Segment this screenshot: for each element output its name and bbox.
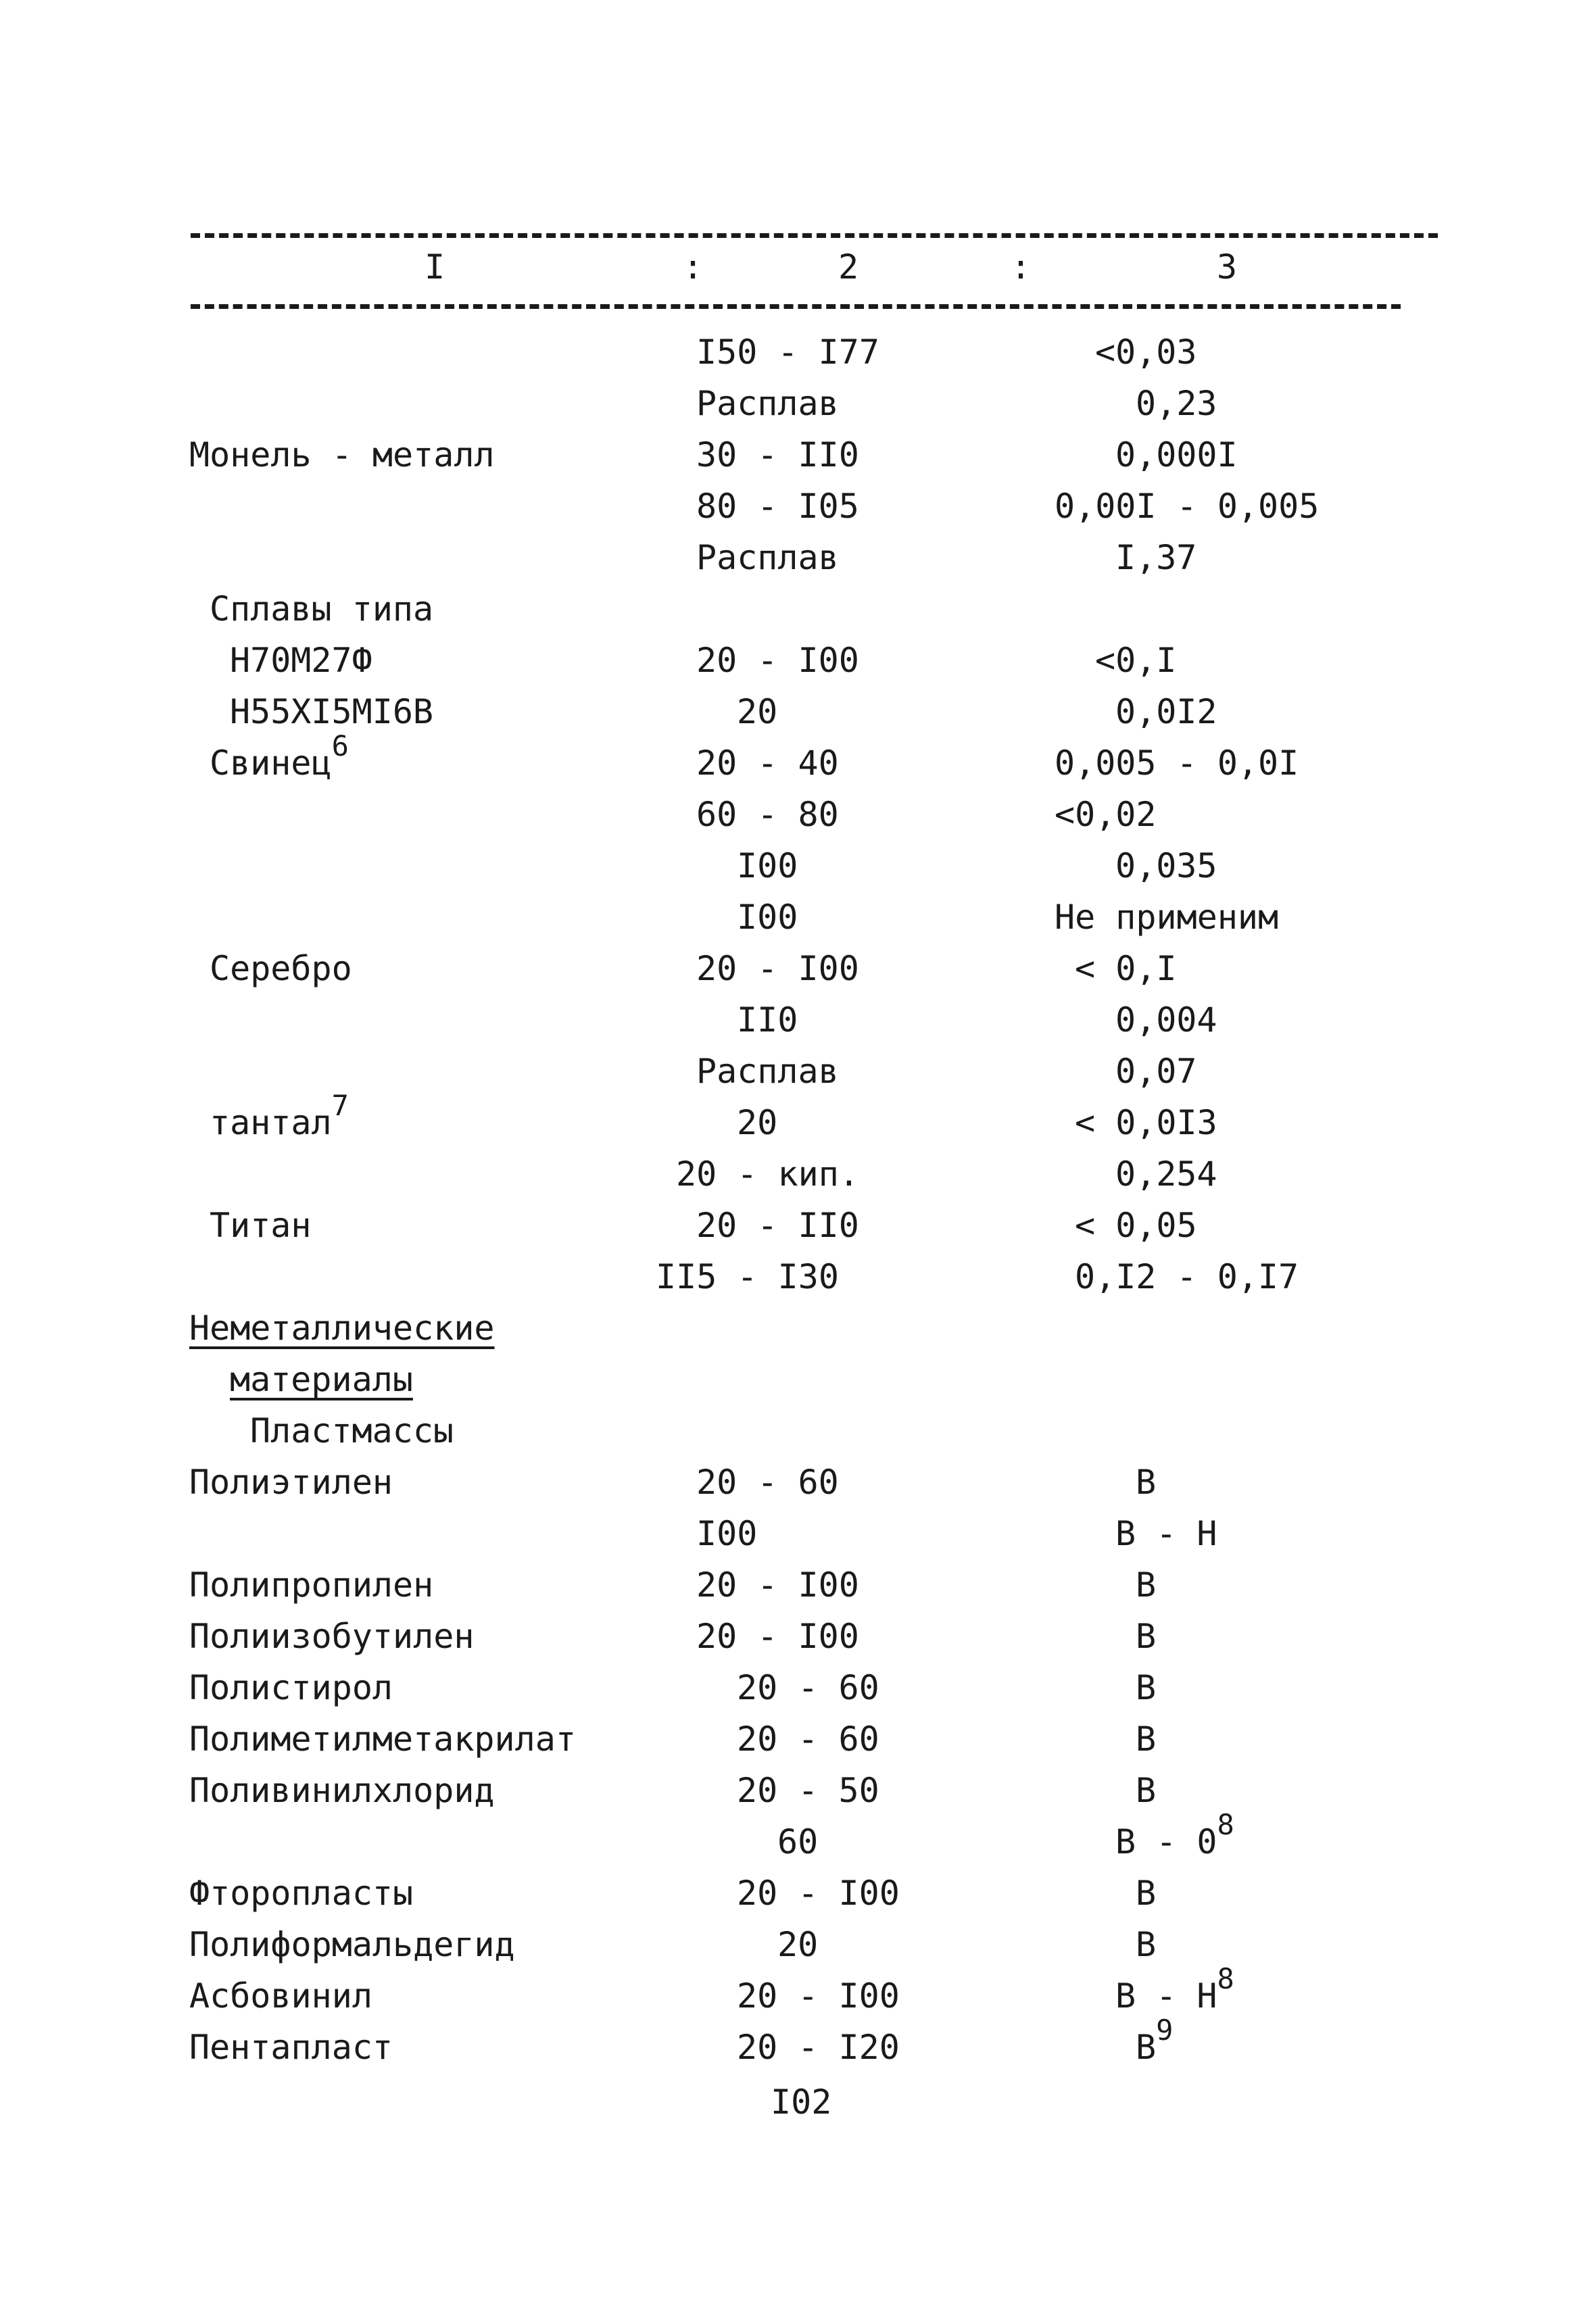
header-sep2: : bbox=[1011, 247, 1032, 287]
material-cell: Поливинилхлорид bbox=[189, 1771, 495, 1810]
rate-cell: <0,I bbox=[1095, 641, 1177, 680]
table-row bbox=[0, 1662, 1596, 1713]
temp-cell: 20 - I00 bbox=[696, 1617, 859, 1656]
section-heading: материалы bbox=[230, 1360, 413, 1399]
temp-cell: 20 - 60 bbox=[696, 1463, 839, 1502]
section-heading: Неметаллические bbox=[189, 1309, 495, 1348]
table-row bbox=[0, 1405, 1596, 1457]
temp-cell: 20 - 60 bbox=[737, 1668, 879, 1707]
rate-cell: В bbox=[1136, 1668, 1157, 1707]
temp-cell: 20 bbox=[737, 1103, 778, 1142]
material-cell: Монель - металл bbox=[189, 435, 495, 474]
rate-cell: 0,004 bbox=[1115, 1000, 1217, 1040]
table-row bbox=[0, 532, 1596, 583]
rate-cell: В - Н bbox=[1115, 1514, 1217, 1553]
temp-cell: Расплав bbox=[696, 1052, 839, 1091]
rate-value: В - 0 bbox=[1115, 1822, 1217, 1861]
table-row bbox=[0, 1868, 1596, 1919]
temp-cell: 20 - I20 bbox=[737, 2028, 900, 2067]
rate-cell: В bbox=[1136, 1874, 1157, 1913]
rate-cell: 0,00I - 0,005 bbox=[1055, 487, 1320, 526]
rate-cell: 0,0I2 bbox=[1115, 692, 1217, 731]
footnote-ref: 9 bbox=[1156, 2014, 1174, 2047]
header-col2: 2 bbox=[838, 247, 859, 287]
material-cell: Полипропилен bbox=[189, 1565, 434, 1605]
material-cell: Асбовинил bbox=[189, 1976, 372, 2016]
table-row bbox=[0, 1808, 1596, 1868]
rate-cell: <0,03 bbox=[1095, 333, 1197, 372]
temp-cell: I00 bbox=[696, 1514, 758, 1553]
rate-value: В - Н bbox=[1115, 1976, 1217, 2016]
rate-cell: 0,I2 - 0,I7 bbox=[1075, 1257, 1299, 1296]
table-row bbox=[0, 1148, 1596, 1200]
temp-cell: 20 - кип. bbox=[676, 1154, 859, 1194]
table-row bbox=[0, 1354, 1596, 1405]
material-cell: Полиметилметакрилат bbox=[189, 1720, 576, 1759]
table-row bbox=[0, 378, 1596, 429]
rate-cell: < 0,0I3 bbox=[1075, 1103, 1217, 1142]
rate-cell: I,37 bbox=[1115, 538, 1197, 577]
table-row bbox=[0, 1962, 1596, 2022]
table-row bbox=[0, 1457, 1596, 1508]
footnote-ref: 7 bbox=[331, 1089, 349, 1122]
table-row bbox=[0, 1713, 1596, 1765]
table-row bbox=[0, 789, 1596, 840]
material-name: тантал bbox=[210, 1103, 332, 1142]
page-number: I02 bbox=[771, 2082, 832, 2122]
table-row bbox=[0, 1508, 1596, 1559]
footnote-ref: 8 bbox=[1217, 1962, 1234, 1995]
table-row bbox=[0, 1559, 1596, 1611]
temp-cell: 80 - I05 bbox=[696, 487, 859, 526]
rate-cell bbox=[1115, 1808, 1234, 1870]
temp-cell: I00 bbox=[737, 846, 798, 885]
temp-cell: 20 - I00 bbox=[696, 949, 859, 988]
temp-cell: II5 - I30 bbox=[656, 1257, 839, 1296]
material-cell: Серебро bbox=[210, 949, 352, 988]
material-cell: Полиэтилен bbox=[189, 1463, 393, 1502]
table-row bbox=[0, 1251, 1596, 1302]
header-top-rule bbox=[191, 233, 1438, 238]
table-row bbox=[0, 943, 1596, 994]
temp-cell: 20 - I00 bbox=[737, 1976, 900, 2016]
temp-cell: 20 - 60 bbox=[737, 1720, 879, 1759]
header-sep1: : bbox=[683, 247, 704, 287]
header-col3: 3 bbox=[1217, 247, 1238, 287]
rate-cell: В bbox=[1136, 1771, 1157, 1810]
material-cell bbox=[210, 1089, 349, 1150]
table-row bbox=[0, 1200, 1596, 1251]
material-cell: Н55ХI5МI6В bbox=[230, 692, 434, 731]
table-row bbox=[0, 429, 1596, 481]
footnote-ref: 6 bbox=[331, 729, 349, 762]
material-cell: Сплавы типа bbox=[210, 589, 434, 629]
rate-cell: 0,005 - 0,0I bbox=[1055, 744, 1299, 783]
table-row bbox=[0, 729, 1596, 789]
rate-cell: В bbox=[1136, 1463, 1157, 1502]
material-cell: Н70М27Ф bbox=[230, 641, 372, 680]
rate-cell: Не применим bbox=[1055, 898, 1279, 937]
rate-cell: В bbox=[1136, 1565, 1157, 1605]
rate-value: В bbox=[1136, 2028, 1157, 2067]
table-row bbox=[0, 840, 1596, 892]
temp-cell: 20 - 50 bbox=[737, 1771, 879, 1810]
table-row bbox=[0, 1302, 1596, 1354]
temp-cell: 20 bbox=[777, 1925, 819, 1964]
rate-cell: В bbox=[1136, 1720, 1157, 1759]
table-row bbox=[0, 583, 1596, 635]
rate-cell: 0,035 bbox=[1115, 846, 1217, 885]
rate-cell: 0,23 bbox=[1136, 384, 1217, 423]
temp-cell: I50 - I77 bbox=[696, 333, 879, 372]
header-col1: I bbox=[425, 247, 445, 287]
table-row bbox=[0, 481, 1596, 532]
material-cell: Фторопласты bbox=[189, 1874, 414, 1913]
rate-cell: < 0,I bbox=[1075, 949, 1177, 988]
header-bottom-rule bbox=[191, 304, 1401, 309]
rate-cell bbox=[1115, 1962, 1234, 2024]
rate-cell: 0,07 bbox=[1115, 1052, 1197, 1091]
temp-cell: II0 bbox=[737, 1000, 798, 1040]
temp-cell: Расплав bbox=[696, 538, 839, 577]
table-row bbox=[0, 1089, 1596, 1148]
rate-cell: <0,02 bbox=[1055, 795, 1157, 834]
footnote-ref: 8 bbox=[1217, 1808, 1234, 1841]
rate-cell: В bbox=[1136, 1617, 1157, 1656]
rate-cell: 0,254 bbox=[1115, 1154, 1217, 1194]
material-cell: Полиформальдегид bbox=[189, 1925, 515, 1964]
table-row bbox=[0, 326, 1596, 378]
temp-cell: Расплав bbox=[696, 384, 839, 423]
table-row bbox=[0, 2014, 1596, 2073]
material-name: Свинец bbox=[210, 744, 332, 783]
material-cell: Пентапласт bbox=[189, 2028, 393, 2067]
subsection-heading: Пластмассы bbox=[250, 1411, 454, 1451]
rate-cell bbox=[1136, 2014, 1174, 2075]
rate-cell: В bbox=[1136, 1925, 1157, 1964]
rate-cell: 0,000I bbox=[1115, 435, 1238, 474]
table-row bbox=[0, 1046, 1596, 1097]
table-row bbox=[0, 892, 1596, 943]
table-row bbox=[0, 994, 1596, 1046]
temp-cell: 30 - II0 bbox=[696, 435, 859, 474]
temp-cell: 20 - I00 bbox=[696, 641, 859, 680]
table-row bbox=[0, 635, 1596, 686]
material-cell: Титан bbox=[210, 1206, 312, 1245]
temp-cell: 20 - I00 bbox=[737, 1874, 900, 1913]
rate-cell: < 0,05 bbox=[1075, 1206, 1197, 1245]
material-cell: Полиизобутилен bbox=[189, 1617, 475, 1656]
temp-cell: 20 bbox=[737, 692, 778, 731]
temp-cell: 60 bbox=[777, 1822, 819, 1861]
table-row bbox=[0, 1765, 1596, 1816]
temp-cell: 20 - II0 bbox=[696, 1206, 859, 1245]
table-row bbox=[0, 686, 1596, 737]
material-cell bbox=[210, 729, 349, 791]
table-row bbox=[0, 1919, 1596, 1970]
material-cell: Полистирол bbox=[189, 1668, 393, 1707]
temp-cell: 20 - I00 bbox=[696, 1565, 859, 1605]
table-row bbox=[0, 1611, 1596, 1662]
temp-cell: I00 bbox=[737, 898, 798, 937]
temp-cell: 60 - 80 bbox=[696, 795, 839, 834]
temp-cell: 20 - 40 bbox=[696, 744, 839, 783]
